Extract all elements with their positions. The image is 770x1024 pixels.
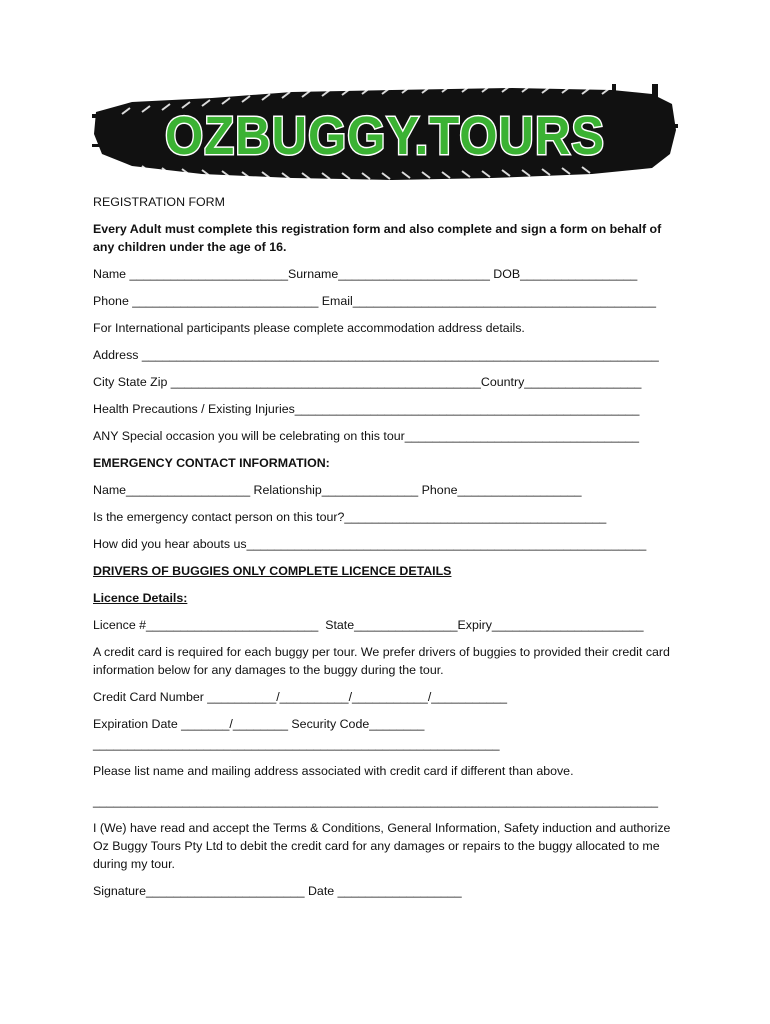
intro-text: Every Adult must complete this registration form and also complete and sign a form on behalf of any children under the age of 16. — [93, 222, 662, 254]
form-title: REGISTRATION FORM — [93, 195, 225, 209]
special-occasion-field[interactable]: ANY Special occasion you will be celebrating on this tour__________________________________ — [93, 429, 640, 443]
mailing-address-note: Please list name and mailing address associated with credit card if different than above. — [93, 764, 574, 778]
emergency-on-tour-field[interactable]: Is the emergency contact person on this tour?______________________________________ — [93, 510, 607, 524]
international-note: For International participants please complete accommodation address details. — [93, 321, 525, 335]
licence-details-heading: Licence Details: — [93, 591, 188, 605]
phone-email-field[interactable]: Phone ___________________________ Email____________________________________________ — [93, 294, 656, 308]
signature-date-field[interactable]: Signature_______________________ Date __________________ — [93, 884, 462, 898]
name-surname-dob-field[interactable]: Name _______________________Surname______________________ DOB_________________ — [93, 267, 638, 281]
acceptance-text: I (We) have read and accept the Terms & Conditions, General Information, Safety induction and authorize Oz Buggy Tours Pty Ltd to debit the credit card for any damages or repairs to the buggy allocated to me during my tour. — [93, 821, 671, 871]
expiry-security-field[interactable]: Expiration Date _______/________ Security Code________ — [93, 717, 425, 731]
drivers-licence-heading: DRIVERS OF BUGGIES ONLY COMPLETE LICENCE DETAILS — [93, 564, 452, 578]
mailing-address-field[interactable]: __________________________________________________________________________________ — [93, 794, 659, 808]
blank-line[interactable]: ___________________________________________________________ — [93, 737, 500, 751]
address-field[interactable]: Address ___________________________________________________________________________ — [93, 348, 659, 362]
ozbuggy-tours-logo — [92, 84, 678, 184]
credit-card-note: A credit card is required for each buggy per tour. We prefer drivers of buggies to provided their credit card information below for any damages to the buggy during the tour. — [93, 645, 670, 677]
registration-form — [93, 193, 673, 909]
credit-card-number-field[interactable]: Credit Card Number __________/__________/___________/___________ — [93, 690, 508, 704]
emergency-contact-heading: EMERGENCY CONTACT INFORMATION: — [93, 456, 330, 470]
referral-source-field[interactable]: How did you hear abouts us__________________________________________________________ — [93, 537, 647, 551]
city-state-zip-country-field[interactable]: City State Zip _____________________________________________Country_________________ — [93, 375, 642, 389]
licence-field[interactable]: Licence #_________________________ State_______________Expiry______________________ — [93, 618, 644, 632]
emergency-contact-field[interactable]: Name__________________ Relationship______________ Phone__________________ — [93, 483, 582, 497]
health-precautions-field[interactable]: Health Precautions / Existing Injuries__________________________________________________ — [93, 402, 640, 416]
svg-text:OZBUGGY.TOURS: OZBUGGY.TOURS — [165, 106, 605, 166]
